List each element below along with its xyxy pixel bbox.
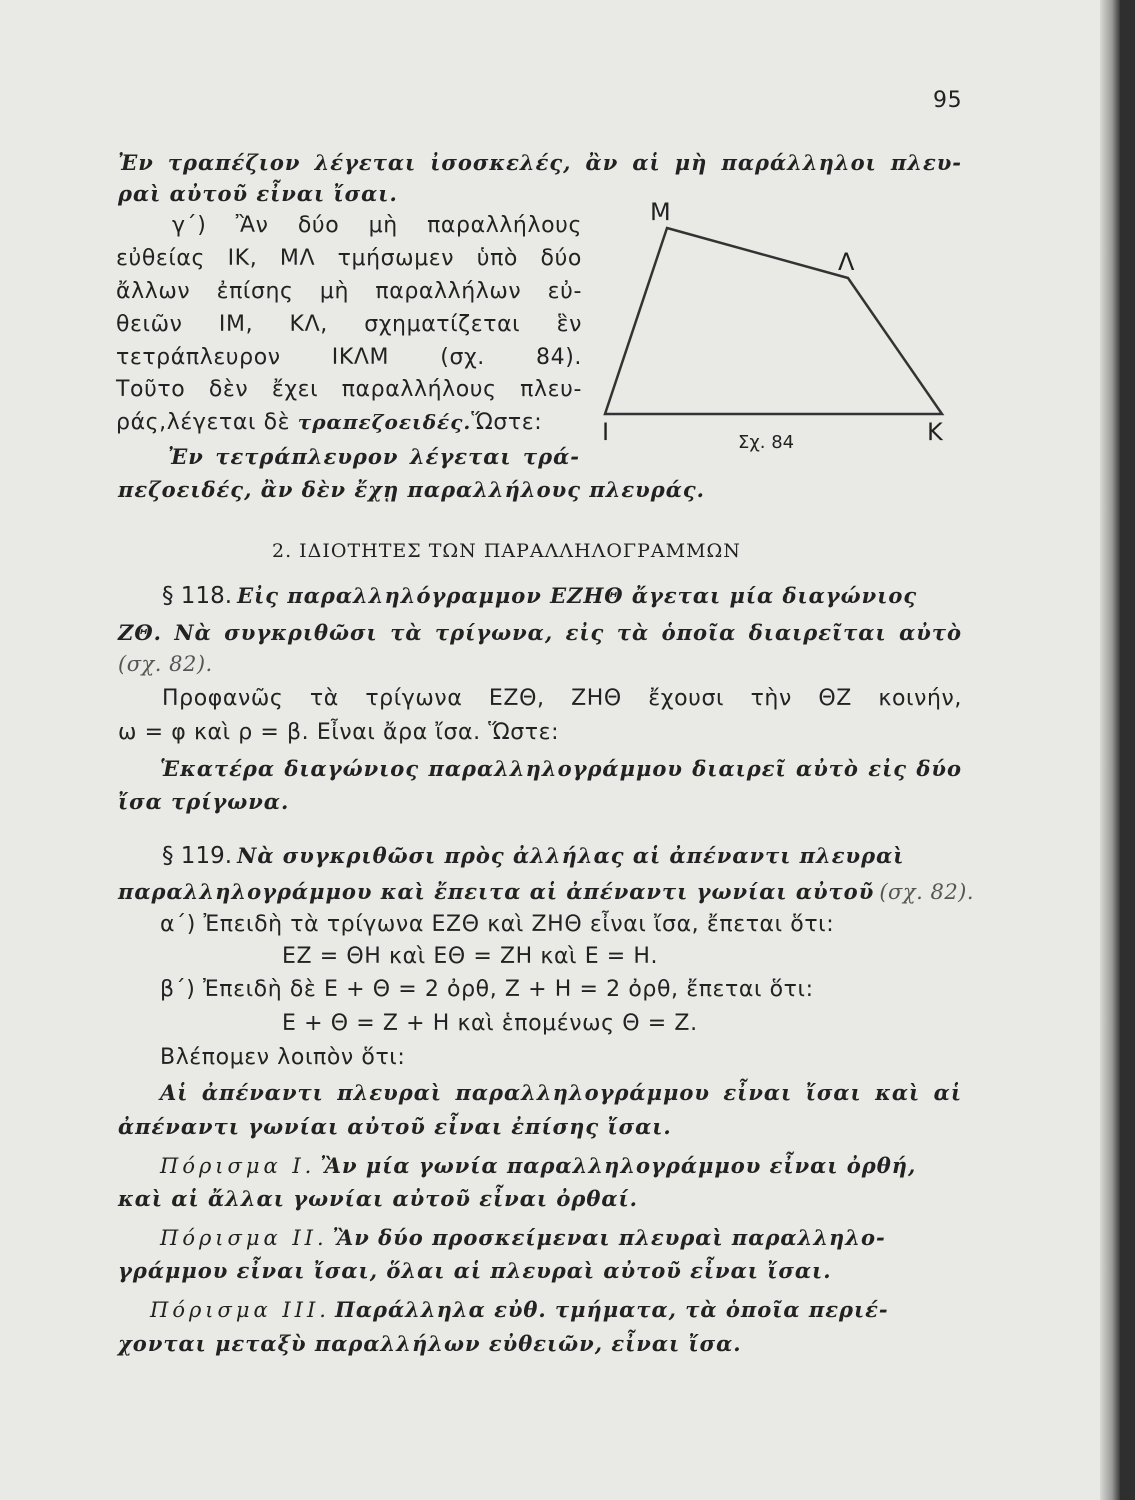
page-number: 95 [933,88,963,113]
s118-body2: ω = φ καὶ ρ = β. Εἶναι ἄρα ἴσα. Ὥστε: [118,720,560,745]
figure-caption: Σχ. 84 [738,432,795,453]
isosceles-definition-line2: ραὶ αὐτοῦ εἶναι ἴσαι. [118,181,398,206]
s118-body1: Προφανῶς τὰ τρίγωνα ΕΖΘ, ΖΗΘ ἔχουσι τὴν ΘΖ κοινήν, [162,686,962,711]
s119-beta: β΄) Ἐπειδὴ δὲ Ε + Θ = 2 ὀρθ, Ζ + Η = 2 ὀρθ, ἔπεται ὅτι: [160,977,814,1002]
porisma3-label: Πόρισμα ΙΙΙ. [150,1298,330,1322]
quadrilateral-IKLM [605,228,942,414]
porisma1-line1: Πόρισμα Ι. Ἂν μία γωνία παραλληλογράμμου εἶναι ὀρθή, [160,1153,917,1178]
s119-eq2: Ε + Θ = Ζ + Η καὶ ἑπομένως Θ = Ζ. [282,1011,698,1036]
gamma-line6: Τοῦτο δὲν ἔχει παραλλήλους πλευ- [116,377,582,402]
label-M: Μ [650,198,671,226]
s119-number: § 119. [162,843,233,869]
s119-alpha: α΄) Ἐπειδὴ τὰ τρίγωνα ΕΖΘ καὶ ΖΗΘ εἶναι ἴσα, ἔπεται ὅτι: [160,912,835,937]
s119-body3: Βλέπομεν λοιπὸν ὅτι: [160,1045,406,1070]
s119-eq1: ΕΖ = ΘΗ καὶ ΕΘ = ΖΗ καὶ Ε = Η. [282,944,659,969]
label-L: Λ [838,248,855,276]
s119-conclusion2: ἀπέναντι γωνίαι αὐτοῦ εἶναι ἐπίσης ἴσαι. [118,1114,672,1139]
porisma2-line1: Πόρισμα ΙΙ. Ἂν δύο προσκείμεναι πλευραὶ παραλληλο- [160,1225,886,1250]
gamma-line3: ἄλλων ἐπίσης μὴ παραλλήλων εὐ- [116,279,582,304]
label-I: Ι [602,418,610,446]
porisma1-line2: καὶ αἱ ἄλλαι γωνίαι αὐτοῦ εἶναι ὀρθαί. [118,1186,638,1211]
porisma1-label: Πόρισμα Ι. [160,1154,316,1178]
porisma3-line2: χονται μεταξὺ παραλλήλων εὐθειῶν, εἶναι ἴσα. [118,1331,742,1356]
s118-conclusion2: ἴσα τρίγωνα. [118,789,290,814]
s118-number: § 118. [162,583,233,609]
gamma-line1: γ΄) Ἂν δύο μὴ παραλλήλους [172,213,582,238]
section-heading: 2. ΙΔΙΟΤΗΤΕΣ ΤΩΝ ΠΑΡΑΛΛΗΛΟΓΡΑΜΜΩΝ [272,540,741,562]
gamma-line2: εὐθείας ΙΚ, ΜΛ τμήσωμεν ὑπὸ δύο [116,246,582,271]
porisma2-line2: γράμμου εἶναι ἴσαι, ὅλαι αἱ πλευραὶ αὐτοῦ εἶναι ἴσαι. [118,1258,832,1283]
s119-line2: παραλληλογράμμου καὶ ἔπειτα αἱ ἀπέναντι γωνίαι αὐτοῦ (σχ. 82). [118,879,975,904]
gamma-line7: ράς,λέγεται δὲ τραπεζοειδές.Ὥστε: [116,410,543,435]
s118-ref: (σχ. 82). [118,652,213,676]
trapezoid-definition-line2: πεζοειδές, ἂν δὲν ἔχῃ παραλλήλους πλευράς. [118,477,705,502]
term-trapezoid: τραπεζοειδές. [297,410,472,434]
isosceles-definition-line1: Ἐν τραπέζιον λέγεται ἰσοσκελές, ἂν αἱ μὴ παράλληλοι πλευ- [118,150,962,175]
gamma-line5: τετράπλευρον ΙΚΛΜ (σχ. 84). [116,345,582,370]
label-K: Κ [927,418,943,446]
s118-line1: § 118. Εἰς παραλληλόγραμμον ΕΖΗΘ ἄγεται μία διαγώνιος [162,583,918,609]
porisma2-label: Πόρισμα ΙΙ. [160,1226,328,1250]
page-edge-shadow [1100,0,1120,1500]
s119-line1: § 119. Νὰ συγκριθῶσι πρὸς ἀλλήλας αἱ ἀπέναντι πλευραὶ [162,843,905,869]
gamma-line4: θειῶν ΙΜ, ΚΛ, σχηματίζεται ἓν [116,312,582,337]
s119-ref: (σχ. 82). [879,880,975,904]
s118-line2: ΖΘ. Νὰ συγκριθῶσι τὰ τρίγωνα, εἰς τὰ ὁποῖα διαιρεῖται αὐτὸ [118,620,962,645]
s119-conclusion1: Αἱ ἀπέναντι πλευραὶ παραλληλογράμμου εἶναι ἴσαι καὶ αἱ [160,1080,962,1105]
porisma3-line1: Πόρισμα ΙΙΙ. Παράλληλα εὐθ. τμήματα, τὰ ὁποῖα περιέ- [150,1297,889,1322]
figure-84-quadrilateral [590,188,960,458]
s118-conclusion1: Ἑκατέρα διαγώνιος παραλληλογράμμου διαιρεῖ αὐτὸ εἰς δύο [160,756,962,781]
trapezoid-definition-line1: Ἐν τετράπλευρον λέγεται τρά- [168,444,580,469]
